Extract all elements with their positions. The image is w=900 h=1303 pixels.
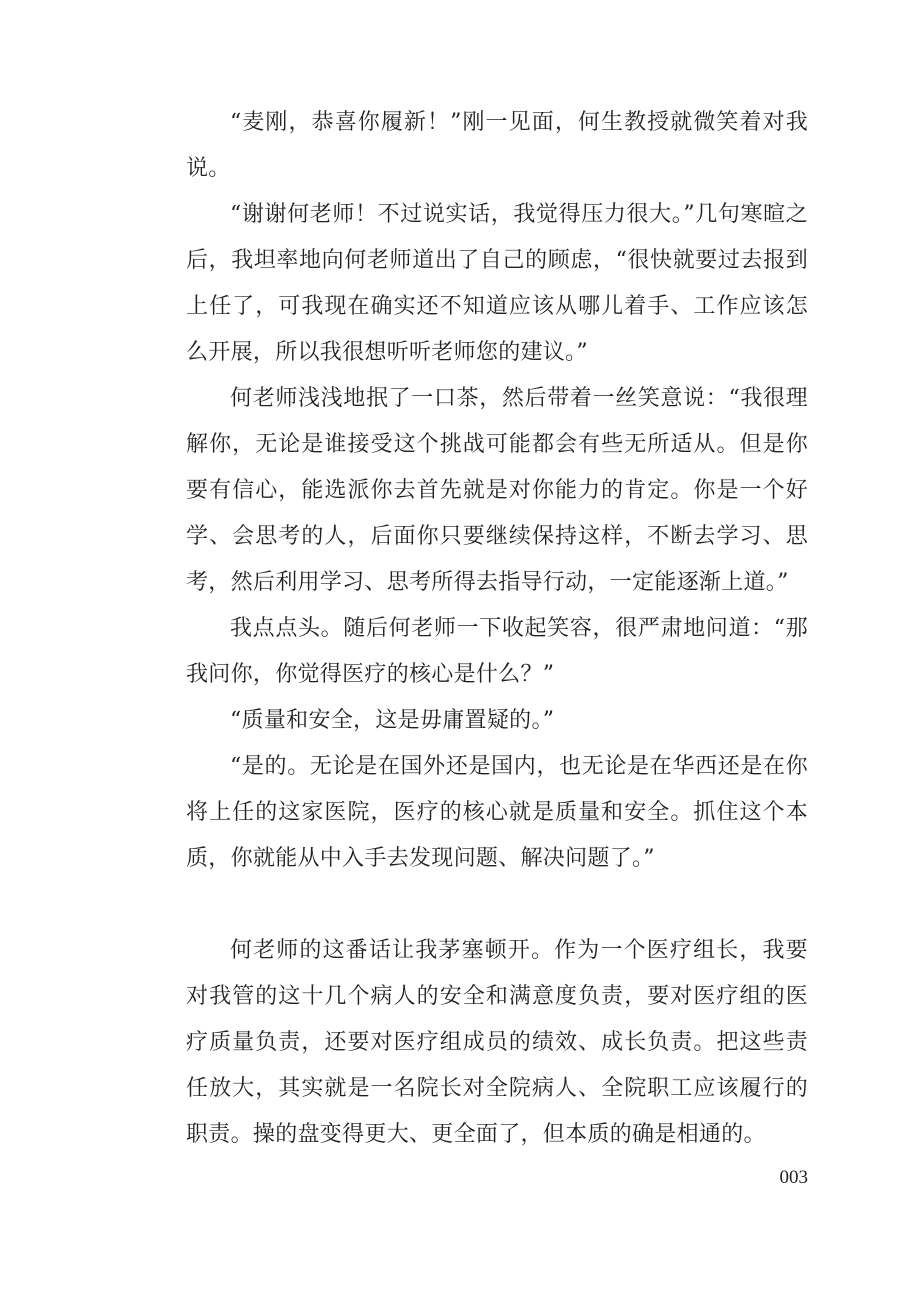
paragraph-answer: “质量和安全，这是毋庸置疑的。” (230, 708, 555, 733)
paragraph-question: 我点点头。随后何老师一下收起笑容，很严肃地问道：“那我问你，你觉得医疗的核心是什么？” (186, 616, 808, 687)
page-number: 003 (779, 1167, 808, 1188)
paragraph-advice: 何老师浅浅地抿了一口茶，然后带着一丝笑意说：“我很理解你，无论是谁接受这个挑战可能都会有些无所适从。但是你要有信心，能选派你去首先就是对你能力的肯定。你是一个好学、会思考的人，后面你只要继续保持这样，不断去学习、思考，然后利用学习、思考所得去指导行动，一定能逐渐上道。” (186, 386, 808, 595)
paragraph-greeting: “麦刚，恭喜你履新！”刚一见面，何生教授就微笑着对我说。 (186, 110, 808, 181)
paragraph-thanks: “谢谢何老师！不过说实话，我觉得压力很大。”几句寒暄之后，我坦率地向何老师道出了自己的顾虑，“很快就要过去报到上任了，可我现在确实还不知道应该从哪儿着手、工作应该怎么开展，所以我很想听听老师您的建议。” (186, 202, 808, 365)
page-body (186, 100, 808, 1158)
section-spacer (186, 882, 808, 928)
paragraph-closing: 何老师的这番话让我茅塞顿开。作为一个医疗组长，我要对我管的这十几个病人的安全和满意度负责，要对医疗组的医疗质量负责，还要对医疗组成员的绩效、成长负责。把这些责任放大，其实就是一名院长对全院病人、全院职工应该履行的职责。操的盘变得更大、更全面了，但本质的确是相通的。 (186, 938, 808, 1147)
paragraph-confirmation: “是的。无论是在国外还是国内，也无论是在华西还是在你将上任的这家医院，医疗的核心就是质量和安全。抓住这个本质，你就能从中入手去发现问题、解决问题了。” (186, 754, 808, 871)
